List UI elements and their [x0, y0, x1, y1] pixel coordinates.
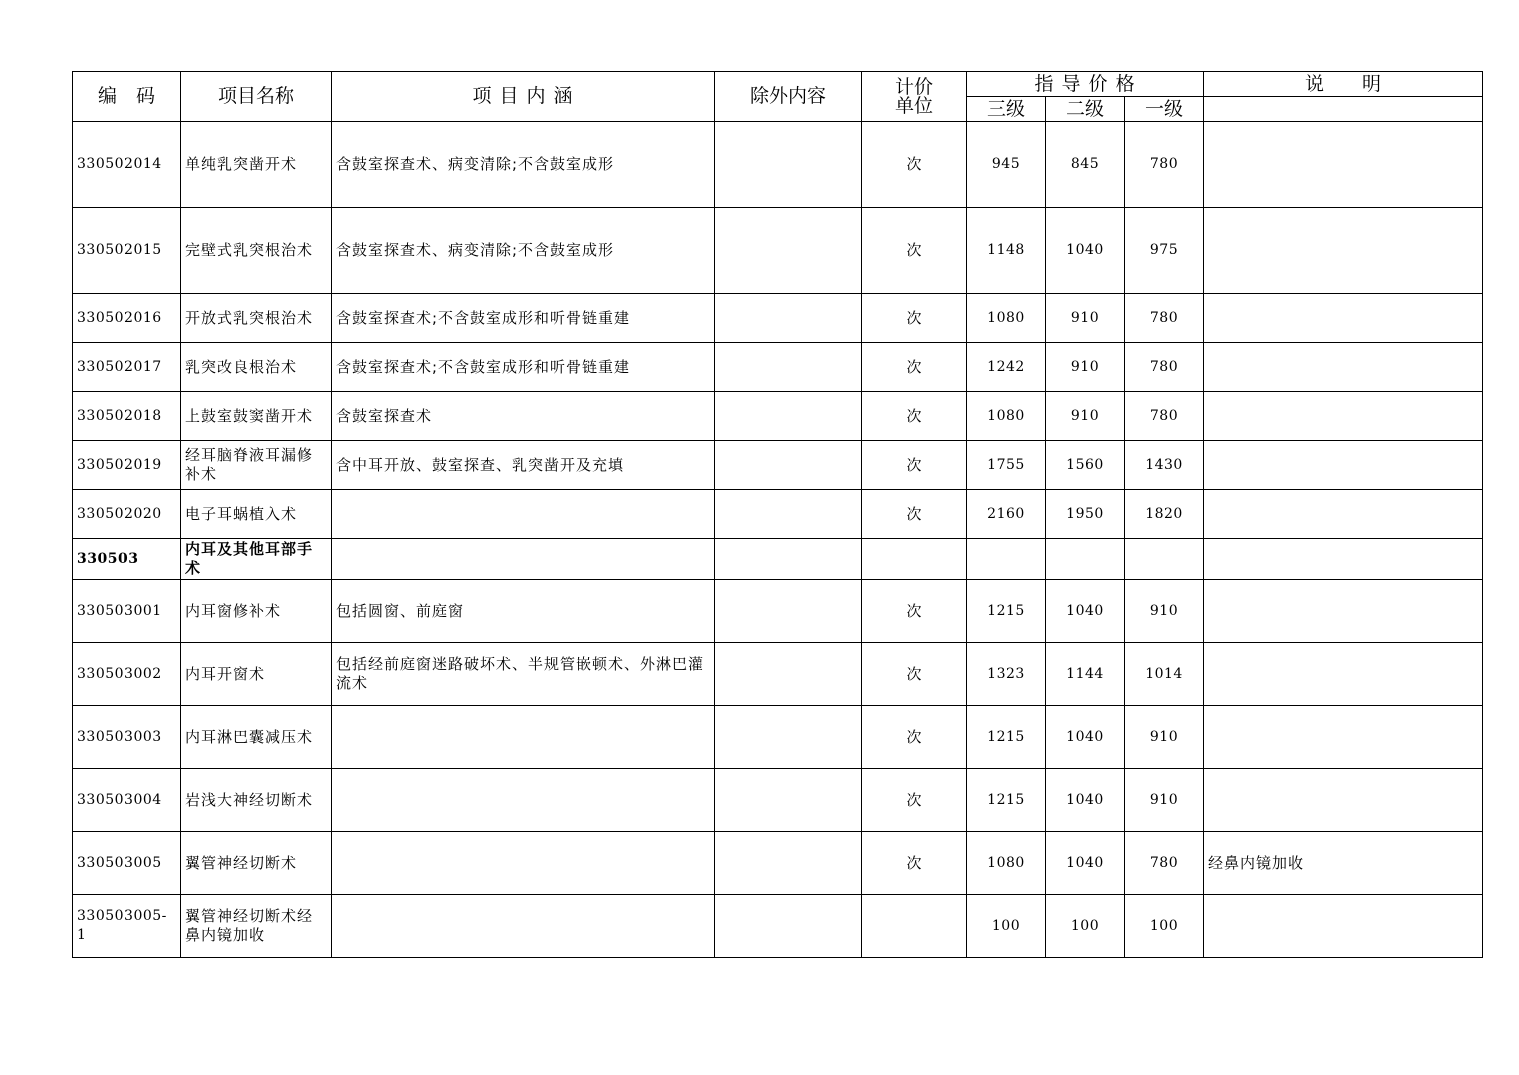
cell-level1: 100	[1125, 895, 1204, 958]
cell-name: 单纯乳突凿开术	[181, 122, 332, 208]
cell-unit	[862, 895, 967, 958]
cell-name: 上鼓室鼓窦凿开术	[181, 392, 332, 441]
cell-name: 翼管神经切断术	[181, 832, 332, 895]
cell-level3: 1148	[967, 208, 1046, 294]
header-name: 项目名称	[181, 72, 332, 122]
cell-unit	[862, 539, 967, 580]
cell-exclusions	[715, 539, 862, 580]
cell-content: 含鼓室探查术、病变清除;不含鼓室成形	[332, 208, 715, 294]
cell-notes	[1204, 643, 1483, 706]
cell-notes	[1204, 343, 1483, 392]
header-level1: 一级	[1125, 97, 1204, 122]
table-row	[73, 895, 1483, 958]
cell-exclusions	[715, 706, 862, 769]
cell-level3: 1080	[967, 832, 1046, 895]
cell-code: 330503004	[73, 769, 181, 832]
cell-notes	[1204, 706, 1483, 769]
cell-code: 330502017	[73, 343, 181, 392]
cell-level2: 1560	[1046, 441, 1125, 490]
table-row	[73, 643, 1483, 706]
cell-level3: 2160	[967, 490, 1046, 539]
cell-code: 330502020	[73, 490, 181, 539]
header-notes-blank	[1204, 97, 1483, 122]
cell-exclusions	[715, 580, 862, 643]
cell-notes	[1204, 208, 1483, 294]
cell-name: 电子耳蜗植入术	[181, 490, 332, 539]
cell-notes	[1204, 122, 1483, 208]
cell-exclusions	[715, 294, 862, 343]
cell-unit: 次	[862, 441, 967, 490]
cell-level3	[967, 539, 1046, 580]
cell-level1: 780	[1125, 392, 1204, 441]
header-unit-line2: 单位	[894, 94, 933, 117]
cell-level3: 100	[967, 895, 1046, 958]
cell-name: 内耳及其他耳部手术	[181, 539, 332, 580]
header-code: 编 码	[73, 72, 181, 122]
cell-level2: 1040	[1046, 769, 1125, 832]
cell-level1: 910	[1125, 769, 1204, 832]
cell-unit: 次	[862, 643, 967, 706]
cell-content	[332, 769, 715, 832]
cell-name: 经耳脑脊液耳漏修补术	[181, 441, 332, 490]
cell-content: 含鼓室探查术、病变清除;不含鼓室成形	[332, 122, 715, 208]
cell-level1: 910	[1125, 706, 1204, 769]
cell-level1: 910	[1125, 580, 1204, 643]
cell-code: 330502016	[73, 294, 181, 343]
header-content: 项 目 内 涵	[332, 72, 715, 122]
cell-unit: 次	[862, 580, 967, 643]
cell-content: 含鼓室探查术;不含鼓室成形和听骨链重建	[332, 294, 715, 343]
table-row	[73, 490, 1483, 539]
cell-name: 内耳开窗术	[181, 643, 332, 706]
header-notes: 说 明	[1204, 72, 1483, 97]
cell-level1: 1820	[1125, 490, 1204, 539]
table-row	[73, 122, 1483, 208]
cell-level2: 100	[1046, 895, 1125, 958]
table-row	[73, 294, 1483, 343]
cell-unit: 次	[862, 343, 967, 392]
cell-content: 含鼓室探查术;不含鼓室成形和听骨链重建	[332, 343, 715, 392]
cell-unit: 次	[862, 706, 967, 769]
cell-level3: 1323	[967, 643, 1046, 706]
cell-code: 330503003	[73, 706, 181, 769]
cell-level1: 780	[1125, 294, 1204, 343]
table-row	[73, 539, 1483, 580]
cell-level2: 845	[1046, 122, 1125, 208]
header-exclusions: 除外内容	[715, 72, 862, 122]
cell-exclusions	[715, 122, 862, 208]
table-row	[73, 392, 1483, 441]
header-unit-line1: 计价	[894, 75, 933, 98]
header-unit	[862, 72, 967, 122]
cell-level3: 1215	[967, 580, 1046, 643]
table-row	[73, 706, 1483, 769]
cell-level2: 910	[1046, 294, 1125, 343]
cell-level2: 1040	[1046, 706, 1125, 769]
table-row	[73, 441, 1483, 490]
cell-name: 翼管神经切断术经鼻内镜加收	[181, 895, 332, 958]
table-row	[73, 580, 1483, 643]
cell-level3: 945	[967, 122, 1046, 208]
cell-content	[332, 539, 715, 580]
table-row	[73, 208, 1483, 294]
cell-level3: 1080	[967, 294, 1046, 343]
cell-level1: 975	[1125, 208, 1204, 294]
cell-level1: 780	[1125, 343, 1204, 392]
cell-exclusions	[715, 643, 862, 706]
cell-name: 内耳淋巴囊减压术	[181, 706, 332, 769]
cell-code: 330502018	[73, 392, 181, 441]
cell-level1: 1014	[1125, 643, 1204, 706]
cell-unit: 次	[862, 832, 967, 895]
cell-unit: 次	[862, 122, 967, 208]
cell-exclusions	[715, 769, 862, 832]
cell-exclusions	[715, 343, 862, 392]
cell-code: 330502019	[73, 441, 181, 490]
cell-notes	[1204, 895, 1483, 958]
price-table	[72, 71, 1483, 958]
cell-level2: 1950	[1046, 490, 1125, 539]
cell-notes	[1204, 490, 1483, 539]
cell-level1: 780	[1125, 122, 1204, 208]
cell-unit: 次	[862, 392, 967, 441]
cell-notes	[1204, 294, 1483, 343]
cell-code: 330503002	[73, 643, 181, 706]
cell-name: 岩浅大神经切断术	[181, 769, 332, 832]
table-row	[73, 769, 1483, 832]
cell-level2: 1040	[1046, 208, 1125, 294]
cell-name: 乳突改良根治术	[181, 343, 332, 392]
cell-name: 开放式乳突根治术	[181, 294, 332, 343]
cell-notes	[1204, 580, 1483, 643]
cell-level1: 780	[1125, 832, 1204, 895]
cell-exclusions	[715, 208, 862, 294]
cell-code: 330503	[73, 539, 181, 580]
cell-notes: 经鼻内镜加收	[1204, 832, 1483, 895]
cell-exclusions	[715, 490, 862, 539]
cell-notes	[1204, 539, 1483, 580]
cell-level3: 1755	[967, 441, 1046, 490]
cell-exclusions	[715, 392, 862, 441]
cell-unit: 次	[862, 294, 967, 343]
table-row	[73, 343, 1483, 392]
table-body	[73, 122, 1483, 958]
cell-level2: 1144	[1046, 643, 1125, 706]
cell-content: 含鼓室探查术	[332, 392, 715, 441]
cell-level3: 1215	[967, 706, 1046, 769]
cell-notes	[1204, 441, 1483, 490]
cell-level2: 1040	[1046, 580, 1125, 643]
cell-unit: 次	[862, 208, 967, 294]
cell-content: 包括经前庭窗迷路破坏术、半规管嵌顿术、外淋巴灌流术	[332, 643, 715, 706]
cell-content	[332, 706, 715, 769]
cell-code: 330502015	[73, 208, 181, 294]
table-row	[73, 832, 1483, 895]
cell-content: 包括圆窗、前庭窗	[332, 580, 715, 643]
cell-level2: 910	[1046, 343, 1125, 392]
header-price-group: 指 导 价 格	[967, 72, 1204, 97]
cell-level3: 1215	[967, 769, 1046, 832]
cell-notes	[1204, 392, 1483, 441]
header-level2: 二级	[1046, 97, 1125, 122]
cell-level1: 1430	[1125, 441, 1204, 490]
cell-code: 330502014	[73, 122, 181, 208]
header-level3: 三级	[967, 97, 1046, 122]
cell-level2: 1040	[1046, 832, 1125, 895]
cell-content	[332, 832, 715, 895]
cell-code: 330503005	[73, 832, 181, 895]
cell-exclusions	[715, 832, 862, 895]
cell-exclusions	[715, 441, 862, 490]
cell-level1	[1125, 539, 1204, 580]
cell-unit: 次	[862, 769, 967, 832]
cell-level2	[1046, 539, 1125, 580]
cell-unit: 次	[862, 490, 967, 539]
cell-exclusions	[715, 895, 862, 958]
cell-notes	[1204, 769, 1483, 832]
cell-content	[332, 490, 715, 539]
cell-content	[332, 895, 715, 958]
cell-level3: 1242	[967, 343, 1046, 392]
cell-content: 含中耳开放、鼓室探查、乳突凿开及充填	[332, 441, 715, 490]
cell-name: 内耳窗修补术	[181, 580, 332, 643]
cell-level2: 910	[1046, 392, 1125, 441]
cell-code: 330503005-1	[73, 895, 181, 958]
cell-name: 完壁式乳突根治术	[181, 208, 332, 294]
cell-code: 330503001	[73, 580, 181, 643]
cell-level3: 1080	[967, 392, 1046, 441]
